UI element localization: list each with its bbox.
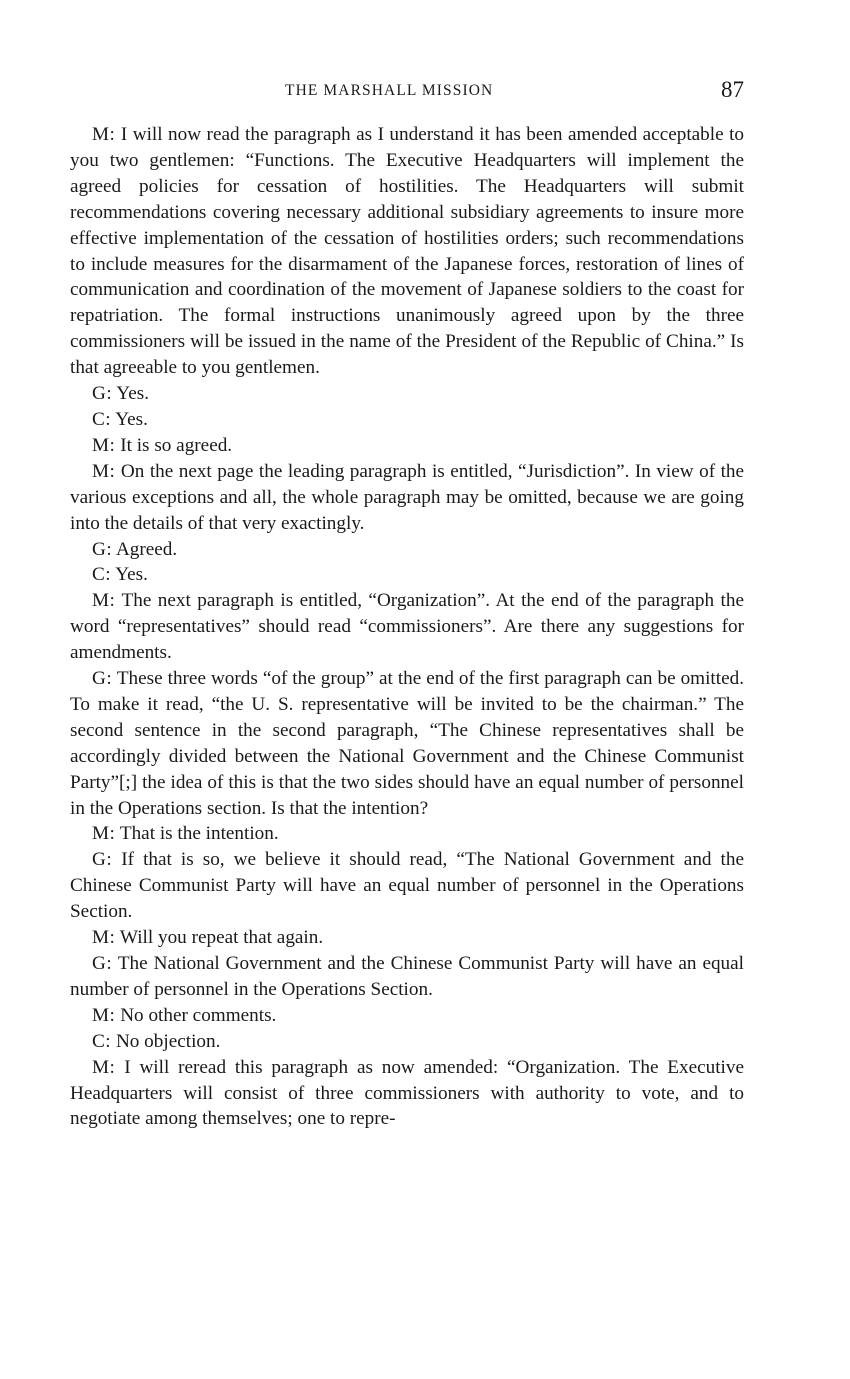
paragraph-text: On the next page the leading paragraph is entitled, “Jurisdiction”. In view of the various exceptions and all, the whole paragraph may be omitted, because we are going into the details of that very exactingly. (70, 460, 745, 534)
paragraph (70, 951, 744, 1003)
paragraph (70, 925, 744, 951)
speaker-label: M: (92, 590, 116, 612)
page-header (70, 78, 744, 108)
paragraph-text: The next paragraph is entitled, “Organization”. At the end of the paragraph the word “representatives” should read “commissioners”. Are there any suggestions for amendments. (70, 590, 745, 664)
paragraph-text: These three words “of the group” at the end of the first paragraph can be omitted. To make it read, “the U. S. representative will be invited to be the chairman.” The second sentence in the second paragraph, “The Chinese representatives shall be accordingly divided between the National Government and the Chinese Communist Party”[;] the idea of this is that the two sides should have an equal number of personnel in the Operations section. Is that the intention? (70, 668, 745, 819)
paragraph (70, 122, 744, 381)
speaker-label: G: (92, 849, 113, 871)
speaker-label: M: (92, 460, 116, 482)
paragraph-text: Agreed. (115, 538, 178, 560)
paragraph-text: I will reread this paragraph as now amended: “Organization. The Executive Headquarters will consist of three commissioners with authority to vote, and to negotiate among themselves; one to repre- (70, 1056, 744, 1130)
paragraph (70, 1055, 744, 1133)
speaker-label: M: (92, 434, 116, 456)
speaker-label: G: (92, 538, 113, 560)
paragraph-text: That is the intention. (119, 823, 279, 845)
paragraph (70, 562, 744, 588)
paragraph-text: It is so agreed. (120, 434, 233, 456)
paragraph-text: Yes. (115, 564, 148, 586)
paragraph (70, 666, 744, 821)
paragraph-text: I will now read the paragraph as I understand it has been amended acceptable to you two gentlemen: “Functions. The Executive Headquarters will implement the agreed policies for cessation of hostilities. The Headquarters will submit recommendations covering necessary additional subsidiary agreements to insure more effective implementation of the cessation of hostilities orders; such recommendations to include measures for the disarmament of the Japanese forces, restoration of lines of communication and coordination of the movement of Japanese soldiers to the coast for repatriation. The formal instructions unanimously agreed upon by the three commissioners will be issued in the name of the President of the Republic of China.” Is that agreeable to you gentlemen. (70, 124, 744, 379)
paragraph (70, 1029, 744, 1055)
paragraph-text: The National Government and the Chinese Communist Party will have an equal number of personnel in the Operations Section. (70, 953, 744, 1000)
paragraph-text: Will you repeat that again. (119, 927, 324, 949)
speaker-label: G: (92, 383, 113, 405)
paragraph (70, 407, 744, 433)
paragraph (70, 588, 744, 666)
speaker-label: G: (92, 668, 113, 690)
speaker-label: M: (92, 124, 116, 145)
page-number: 87 (721, 77, 744, 102)
paragraph (70, 821, 744, 847)
speaker-label: M: (92, 1004, 116, 1026)
paragraph (70, 537, 744, 563)
speaker-label: M: (92, 823, 116, 845)
speaker-label: M: (92, 927, 116, 949)
running-head: THE MARSHALL MISSION (285, 82, 494, 99)
paragraph-text: No objection. (115, 1030, 221, 1052)
paragraph (70, 381, 744, 407)
paragraph-text: Yes. (115, 408, 148, 430)
paragraph (70, 847, 744, 925)
paragraph-text: Yes. (116, 383, 149, 405)
paragraph-text: If that is so, we believe it should read, “The National Government and the Chinese Communist Party will have an equal number of personnel in the Operations Section. (70, 849, 744, 923)
paragraph (70, 459, 744, 537)
speaker-label: C: (92, 408, 112, 430)
paragraph-text: No other comments. (120, 1004, 277, 1026)
paragraph (70, 433, 744, 459)
speaker-label: M: (92, 1056, 116, 1078)
speaker-label: C: (92, 1030, 112, 1052)
paragraph (70, 1003, 744, 1029)
speaker-label: G: (92, 953, 113, 974)
speaker-label: C: (92, 564, 112, 586)
body-text (70, 122, 744, 1132)
